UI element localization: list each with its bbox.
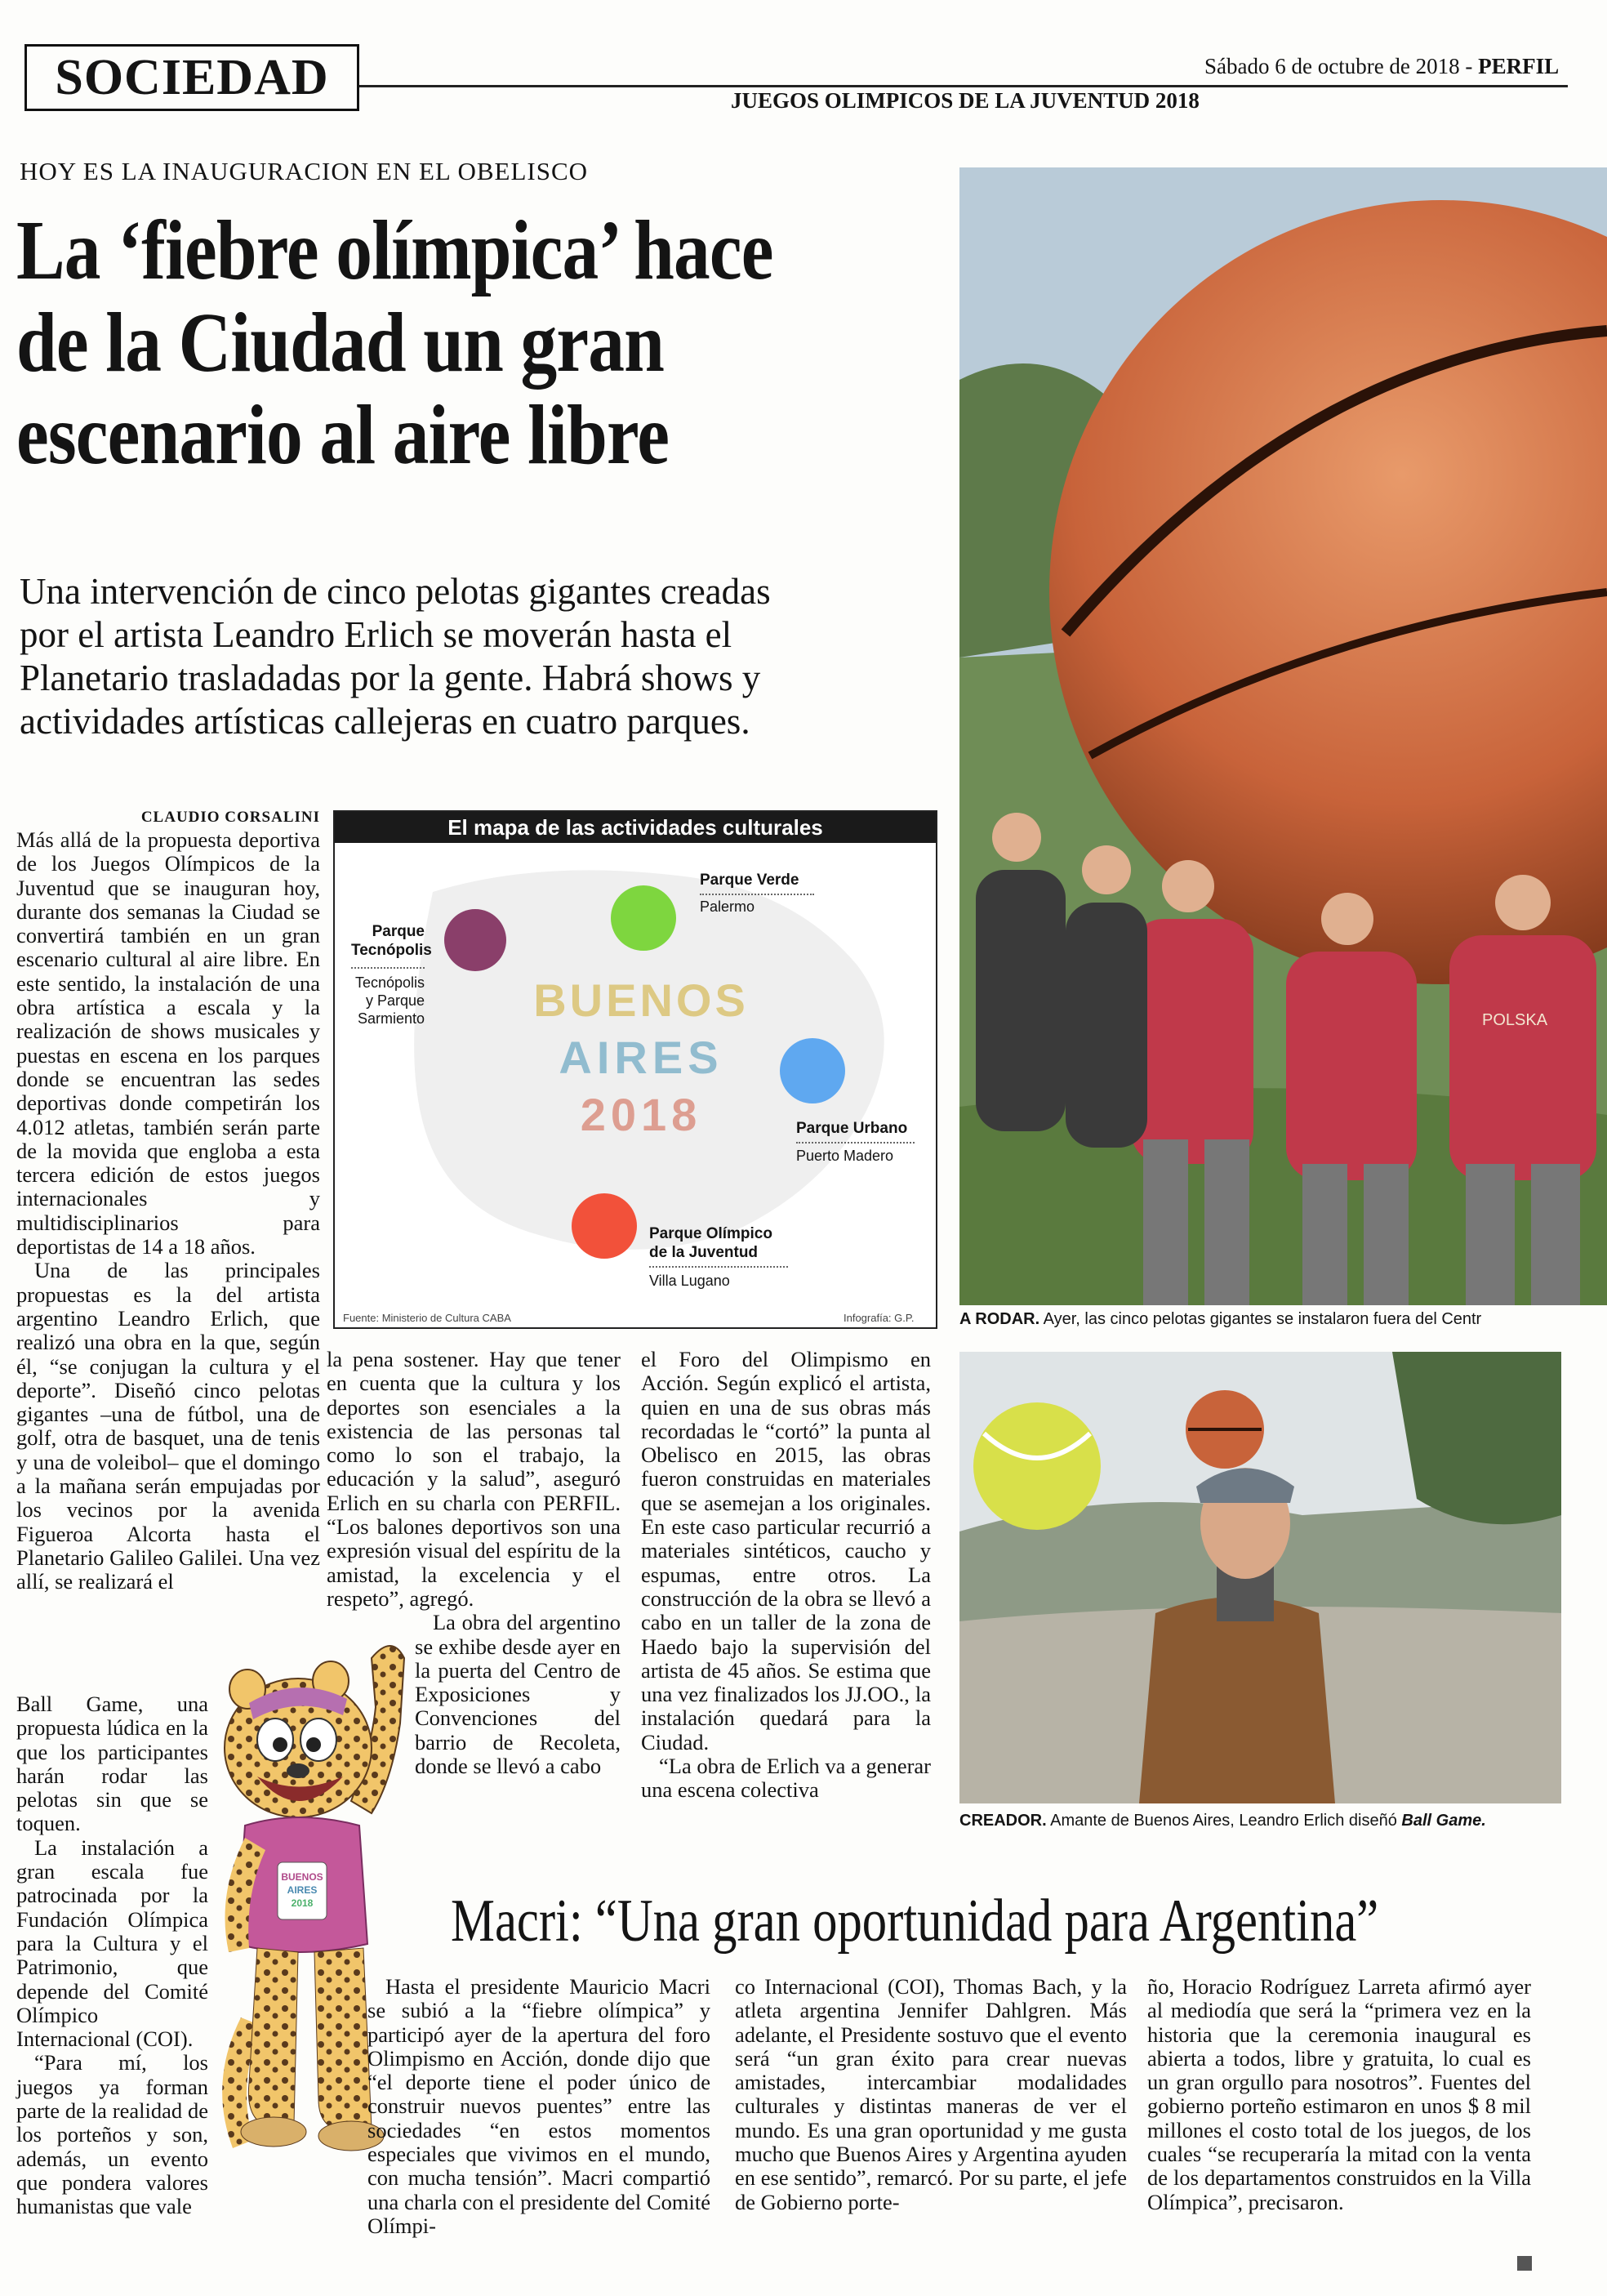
photo-artist: [959, 1352, 1561, 1803]
paragraph: “Para mí, los juegos ya forman parte de la realidad de los porteños y son, además, un evento que pondera valores humanistas que vale: [16, 2050, 208, 2219]
park-label-tecnopolis: Parque Tecnópolis: [351, 923, 432, 959]
tennis-ball: [973, 1402, 1101, 1530]
paragraph: La obra del argentino se exhibe desde ayer en la puerta del Centro de Exposiciones y Convenciones del barrio de Recoleta, donde se llevó a cabo: [415, 1610, 621, 1779]
park-place-verde: Palermo: [700, 898, 755, 915]
sidebar-column-2: [735, 1975, 1127, 2214]
header-rule: [359, 85, 1568, 87]
paragraph: Más allá de la propuesta deportiva de los Juegos Olímpicos de la Juventud que se inauguran hoy, durante dos semanas la Ciudad se convertirá también en un gran escenario cultural al aire libre. En este sentido, la instalación de una obra artística a escala y la realización de shows musicales y puestas en escena en los parques donde se encuentran las sedes deportivas donde competirán los 4.012 atletas, también serán parte de la movida que engloba a esta tercera edición de estos juegos internacionales y multidisciplinarios para deportistas de 14 a 18 años.: [16, 827, 320, 1259]
park-markers: [335, 812, 936, 1327]
subsection-title: JUEGOS OLIMPICOS DE LA JUVENTUD 2018: [731, 88, 1200, 113]
caption-photo-2: [959, 1812, 1486, 1830]
map-credit: Infografía: G.P.: [844, 1312, 915, 1324]
headline: [16, 204, 1029, 481]
park-label-urbano: Parque Urbano: [796, 1120, 908, 1137]
section-label: SOCIEDAD: [24, 44, 359, 111]
logo-line-1: BUENOS: [533, 974, 749, 1026]
marker-parque-urbano: [780, 1038, 845, 1103]
paragraph: la pena sostener. Hay que tener en cuenta que la cultura y los deportes son esenciales a la existencia de las personas tal como lo son el trabajo, la educación y la salud”, aseguró Erlich en su charla con PERFIL. “Los balones deportivos son una expresión visual del espíritu de la amistad, la excelencia y el respeto”, agregó.: [327, 1347, 621, 1611]
headline-line-2: de la Ciudad un gran: [16, 296, 665, 390]
paragraph: co Internacional (COI), Thomas Bach, y la atleta argentina Jennifer Dahlgren. Más adelante, el Presidente sostuvo que el evento será “un gran éxito para crear nuevas amistades, intercambiar modalidades culturales y distintas maneras de ver el mundo. Es una gran oportunidad y me gusta mucho que Buenos Aires y Argentina ayuden en ese sentido”, remarcó. Por su parte, el jefe de Gobierno porte-: [735, 1974, 1127, 2214]
paragraph: Una de las principales propuestas es la del artista argentino Leandro Erlich, que realizó una obra en la que, según él, “se conjugan la cultura y el deporte”. Diseñó cinco pelotas gigantes –una de fútbol, una de golf, otra de basquet, una de tenis y una de voleibol– que el domingo a la mañana serán empujadas por los vecinos por la avenida Figueroa Alcorta hasta el Planetario Galileo Galilei. Una vez allí, se realizará el: [16, 1258, 320, 1594]
caption-text: Ayer, las cinco pelotas gigantes se instalaron fuera del Centr: [1043, 1310, 1482, 1328]
deck: [20, 570, 942, 743]
column-1-top: [16, 828, 320, 1594]
column-3: [641, 1348, 931, 1803]
dateline: [1204, 54, 1559, 79]
byline: CLAUDIO CORSALINI: [140, 809, 320, 826]
marker-parque-olimpico: [572, 1193, 637, 1259]
badge-line-2: AIRES: [287, 1884, 318, 1896]
caption-label: A RODAR.: [959, 1310, 1040, 1328]
photo-basketball: [959, 167, 1607, 1305]
deck-line-3: Planetario trasladadas por la gente. Habrá shows y: [20, 658, 761, 698]
park-label-verde: Parque Verde: [700, 872, 799, 889]
park-place-urbano: Puerto Madero: [796, 1148, 894, 1164]
kicker: HOY ES LA INAUGURACION EN EL OBELISCO: [20, 157, 589, 185]
paragraph: Ball Game, una propuesta lúdica en la que los participantes harán rodar las pelotas sin que se toquen.: [16, 1692, 208, 1836]
park-place-tecnopolis: Tecnópolis y Parque Sarmiento: [354, 974, 425, 1027]
column-1-narrow: [16, 1692, 208, 2219]
paragraph: La instalación a gran escala fue patrocinada por la Fundación Olímpica para la Cultura y el Patrimonio, que depende del Comité Olímpico Internacional (COI).: [16, 1835, 208, 2052]
map-title: El mapa de las actividades culturales: [335, 812, 936, 843]
marker-tecnopolis: [444, 909, 506, 971]
headline-line-3: escenario al aire libre: [16, 388, 670, 482]
paragraph: el Foro del Olimpismo en Acción. Según explicó el artista, quien en una de sus obras más recordadas le “cortó” la punta al Obelisco en 2015, las obras fueron construidas en materiales que se asemejan a los originales. En este caso particular recurrió a materiales sintéticos, caucho y espumas, entre otros. La construcción de la obra se llevó a cabo en un taller de la zona de Haedo bajo la supervisión del artista de 45 años. Se estima que una vez finalizados los JJ.OO., la instalación quedará para la Ciudad.: [641, 1347, 931, 1754]
caption-photo-1: [959, 1310, 1481, 1329]
badge-line-3: 2018: [291, 1897, 314, 1909]
caption-text: Amante de Buenos Aires, Leandro Erlich diseñó: [1050, 1812, 1397, 1830]
deck-line-4: actividades artísticas callejeras en cuatro parques.: [20, 701, 750, 742]
deck-line-1: Una intervención de cinco pelotas gigantes creadas: [20, 571, 771, 612]
paper-name: PERFIL: [1478, 54, 1560, 78]
badge-line-1: BUENOS: [281, 1871, 323, 1883]
marker-parque-verde: [611, 885, 676, 951]
sidebar-column-3: [1147, 1975, 1531, 2214]
paragraph: ño, Horacio Rodríguez Larreta afirmó ayer al mediodía que será la “primera vez en la historia que la ceremonia inaugural es abierta a todos, libre y gratuita, lo cual es un gran orgullo para nosotros”. Fuentes del gobierno porteño estimaron en unos $ 8 mil millones el costo total de los juegos, de los cuales “se recuperaría la mitad con la venta de los departamentos construidos en la Villa Olímpica”, precisaron.: [1147, 1974, 1531, 2214]
sidebar-column-1: [367, 1975, 710, 2238]
paragraph: “La obra de Erlich va a generar una escena colectiva: [641, 1754, 931, 1803]
jacket-text: POLSKA: [1482, 1011, 1548, 1029]
caption-italic: Ball Game.: [1401, 1812, 1486, 1830]
column-2: [327, 1348, 621, 1778]
map-source: Fuente: Ministerio de Cultura CABA: [343, 1312, 511, 1324]
caption-label: CREADOR.: [959, 1812, 1047, 1830]
logo-line-2: AIRES: [559, 1032, 723, 1083]
park-place-olimpico: Villa Lugano: [649, 1273, 730, 1289]
deck-line-2: por el artista Leandro Erlich se moverán hasta el: [20, 614, 732, 655]
sidebar-headline: Macri: “Una gran oportunidad para Argentina”: [451, 1888, 1379, 1955]
headline-line-1: La ‘fiebre olímpica’ hace: [16, 203, 773, 297]
dateline-date: Sábado 6 de octubre de 2018 -: [1204, 54, 1473, 78]
end-mark: [1517, 2256, 1532, 2271]
culture-map-infographic: [333, 810, 937, 1329]
logo-line-3: 2018: [580, 1089, 702, 1140]
paragraph: Hasta el presidente Mauricio Macri se subió a la “fiebre olímpica” y participó ayer de la apertura del foro Olimpismo en Acción, donde dijo que “el deporte tiene el poder único de construir nuevos puentes” entre las sociedades “en estos momentos especiales que vivimos en el mundo, con mucha tensión”. Macri compartió una charla con el presidente del Comité Olímpi-: [367, 1974, 710, 2238]
park-label-olimpico: Parque Olímpico de la Juventud: [649, 1225, 772, 1261]
